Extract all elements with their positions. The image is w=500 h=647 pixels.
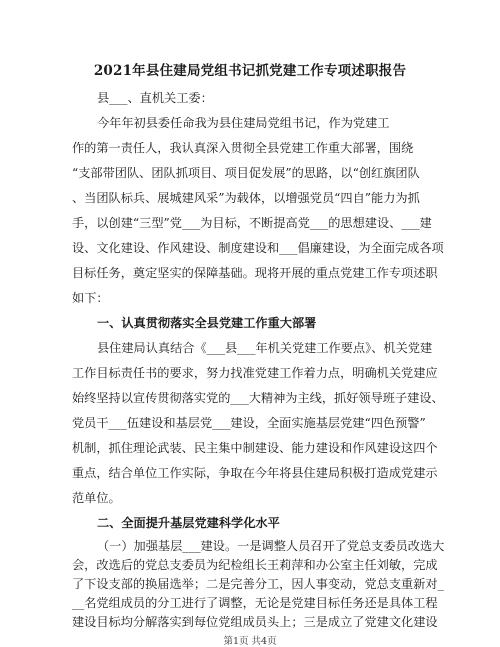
paragraph-line: 如下： [72, 291, 109, 305]
paragraph-line: 设、文化建设、作风建设、制度建设和___倡廉建设，为全面完成各项 [72, 241, 444, 255]
paragraph-line: “支部带团队、团队抓项目、项目促发展”的思路，以“创红旗团队 [72, 166, 420, 180]
paragraph-line: 机制，抓住理论武装、民主集中制建设、能力建设和作风建设这四个 [72, 441, 438, 455]
paragraph-line: 重点，结合单位工作实际，争取在今年将县住建局积极打造成党建示 [72, 466, 438, 480]
section-heading-2: 二、全面提升基层党建科学化水平 [97, 516, 280, 530]
paragraph-line: 党员干___伍建设和基层党___建设，全面实施基层党建“四色预警” [72, 416, 426, 430]
paragraph-line: 目标任务，奠定坚实的保障基础。现将开展的重点党建工作专项述职 [72, 266, 438, 280]
paragraph-line: 建设目标均分解落实到每位党组成员头上；三是成立了党建文化建设 [72, 615, 438, 629]
paragraph-line: 手，以创建“三型”党___为目标，不断提高党___的思想建设、___建 [72, 216, 432, 230]
paragraph-line: （一）加强基层___建设。一是调整人员召开了党总支委员改选大 [97, 539, 445, 553]
paragraph-line: 范单位。 [72, 491, 121, 505]
paragraph-line: 工作目标责任书的要求，努力找准党建工作着力点，明确机关党建应 [72, 366, 438, 380]
paragraph-line: 县住建局认真结合《___县___年机关党建工作要点》、机关党建 [97, 341, 433, 355]
paragraph-line: 了下设支部的换届选举；二是完善分工，因人事变动，党总支重新对_ [72, 577, 444, 591]
page-number: 第1页 共4页 [223, 636, 277, 647]
salutation: 县___、直机关工委： [97, 91, 213, 105]
paragraph-line: 今年年初县委任命我为县住建局党组书记，作为党建工 [97, 116, 390, 130]
paragraph-line: 始终坚持以宣传贯彻落实党的___大精神为主线，抓好领导班子建设、 [72, 391, 444, 405]
paragraph-line: 作的第一责任人，我认真深入贯彻全县党建工作重大部署，围绕 [72, 141, 414, 155]
paragraph-line: __名党组成员的分工进行了调整，无论是党建目标任务还是具体工程 [72, 596, 438, 610]
document-title: 2021年县住建局党组书记抓党建工作专项述职报告 [93, 63, 407, 79]
section-heading-1: 一、认真贯彻落实全县党建工作重大部署 [97, 316, 317, 330]
paragraph-line: 会，改选后的党总支委员为纪检组长王莉萍和办公室主任刘敏，完成 [72, 558, 438, 572]
paragraph-line: 、当团队标兵、展城建风采”为载体，以增强党员“四自”能力为抓 [72, 191, 420, 205]
